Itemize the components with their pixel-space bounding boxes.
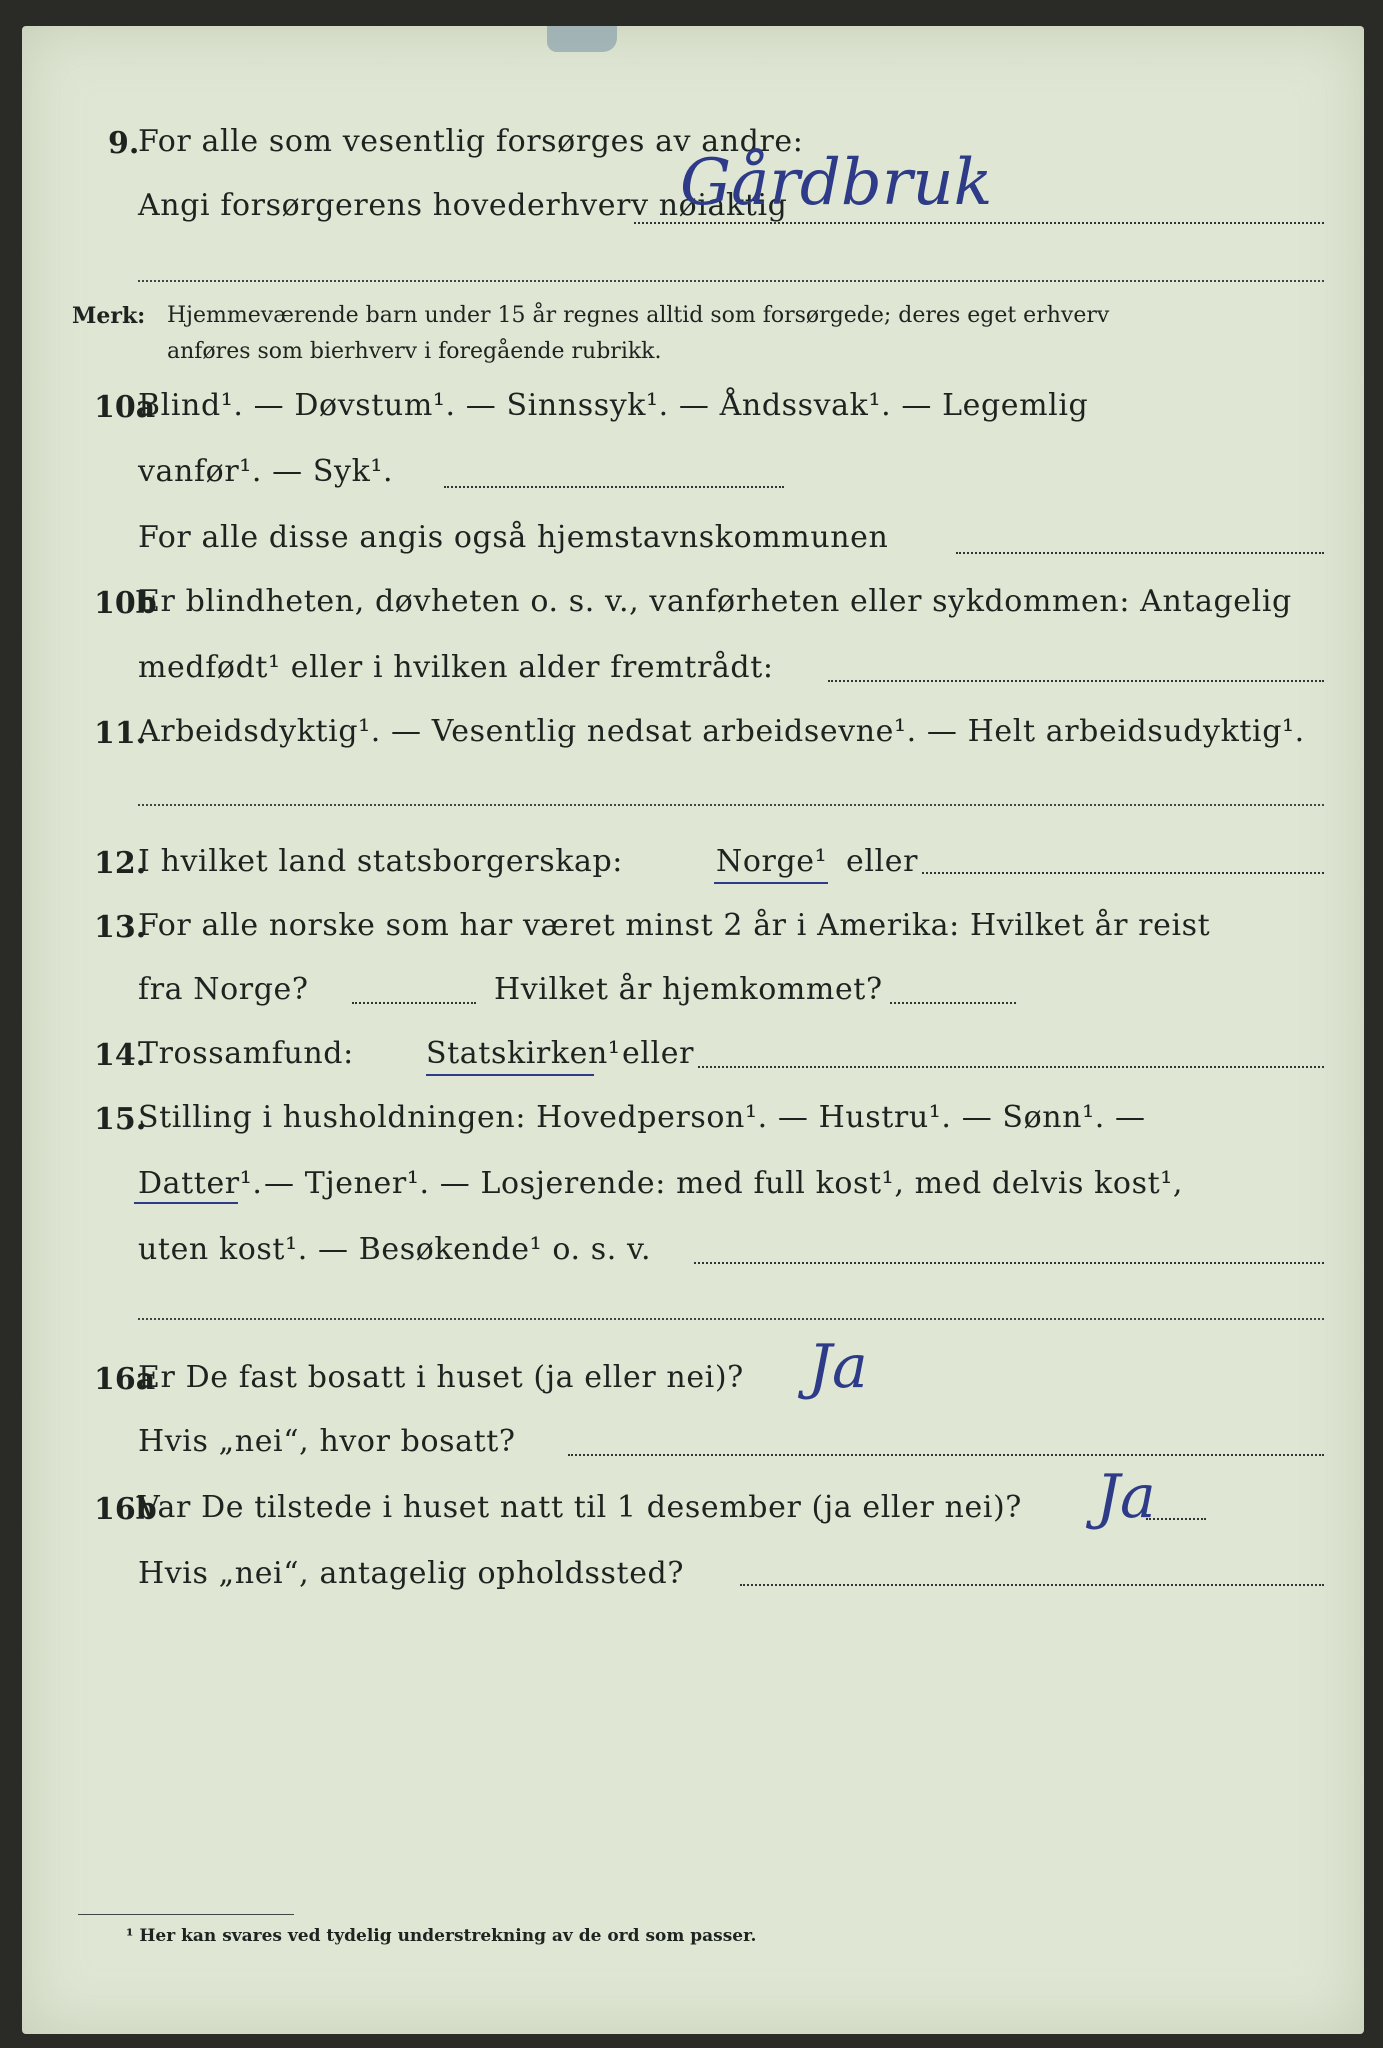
q16a-answer-line [568, 1454, 1324, 1456]
q15-datter: Datter¹. [138, 1166, 263, 1201]
q13-line2a: fra Norge? [138, 972, 309, 1007]
q14-eller: eller [622, 1036, 695, 1071]
q14-answer-line [698, 1066, 1324, 1068]
q11-line1: Arbeidsdyktig¹. — Vesentlig nedsat arbeidsevne¹. — Helt arbeidsudyktig¹. [138, 714, 1305, 749]
q13-reist-line [352, 1002, 476, 1004]
q16b-number: 16b [94, 1492, 157, 1527]
q12-number: 12. [94, 846, 147, 881]
q14-statskirken: Statskirken¹ [426, 1036, 621, 1071]
census-form-page [22, 26, 1364, 2034]
q10b-number: 10b [94, 586, 157, 621]
q16b-line1: Var De tilstede i huset natt til 1 desember (ja eller nei)? [138, 1490, 1022, 1525]
q15-line2: — Tjener¹. — Losjerende: med full kost¹, med delvis kost¹, [264, 1166, 1184, 1201]
footnote-rule [78, 1914, 294, 1915]
q10b-line2: medfødt¹ eller i hvilken alder fremtrådt: [138, 650, 774, 685]
q9-answer-line [634, 222, 1324, 224]
footnote: ¹ Her kan svares ved tydelig understrekning av de ord som passer. [126, 1926, 757, 1946]
q14-number: 14. [94, 1038, 147, 1073]
q9-line2: Angi forsørgerens hovederhverv nøiaktig [138, 188, 788, 223]
q15-line3: uten kost¹. — Besøkende¹ o. s. v. [138, 1232, 652, 1267]
q10a-number: 10a [94, 390, 156, 425]
q10a-syk-line [444, 486, 784, 488]
q9-number: 9. [108, 126, 140, 161]
q13-number: 13. [94, 910, 147, 945]
q13-line1: For alle norske som har været minst 2 år i Amerika: Hvilket år reist [138, 908, 1211, 943]
q9-line1: For alle som vesentlig forsørges av andre: [138, 124, 804, 159]
q16b-opholdssted-line [740, 1584, 1324, 1586]
q10a-line1: Blind¹. — Døvstum¹. — Sinnssyk¹. — Åndssvak¹. — Legemlig [138, 388, 1089, 423]
q15-answer-line [694, 1262, 1324, 1264]
q16b-answer[interactable]: Ja [1096, 1462, 1156, 1532]
q16a-line1: Er De fast bosatt i huset (ja eller nei)? [138, 1360, 744, 1395]
merk-line1: Hjemmeværende barn under 15 år regnes alltid som forsørgede; deres eget erhverv [167, 303, 1110, 328]
q16b-answer-line [1146, 1518, 1206, 1520]
q16a-answer[interactable]: Ja [808, 1332, 868, 1402]
q12-norge-underline [714, 882, 828, 884]
q15-line1: Stilling i husholdningen: Hovedperson¹. — Hustru¹. — Sønn¹. — [138, 1100, 1146, 1135]
q12-norge: Norge¹ [716, 844, 828, 879]
q11-number: 11. [94, 716, 147, 751]
q13-line2b: Hvilket år hjemkommet? [494, 972, 883, 1007]
q11-rule [138, 804, 1324, 806]
q9-rule [138, 280, 1324, 282]
q9-answer[interactable]: Gårdbruk [680, 146, 993, 220]
q10b-answer-line [828, 680, 1324, 682]
q14-statskirken-underline [426, 1074, 594, 1076]
merk-label: Merk: [72, 303, 146, 329]
q10a-line2: vanfør¹. — Syk¹. [138, 454, 394, 489]
q13-hjemkommet-line [890, 1002, 1016, 1004]
q10b-line1: Er blindheten, døvheten o. s. v., vanførheten eller sykdommen: Antagelig [138, 584, 1292, 619]
q15-number: 15. [94, 1102, 147, 1137]
page-tear [547, 26, 617, 52]
q16b-line2: Hvis „nei“, antagelig opholdssted? [138, 1556, 685, 1591]
q16a-line2: Hvis „nei“, hvor bosatt? [138, 1424, 516, 1459]
merk-line2: anføres som bierhverv i foregående rubrikk. [167, 339, 662, 364]
q16a-number: 16a [94, 1362, 156, 1397]
q15-rule [138, 1318, 1324, 1320]
q10a-kommune-line [956, 552, 1324, 554]
q12-text: I hvilket land statsborgerskap: [138, 844, 623, 879]
q12-eller: eller [846, 844, 919, 879]
q15-datter-underline [134, 1202, 238, 1204]
q10a-line3: For alle disse angis også hjemstavnskommunen [138, 520, 889, 555]
q14-text: Trossamfund: [138, 1036, 354, 1071]
q12-answer-line [922, 872, 1324, 874]
